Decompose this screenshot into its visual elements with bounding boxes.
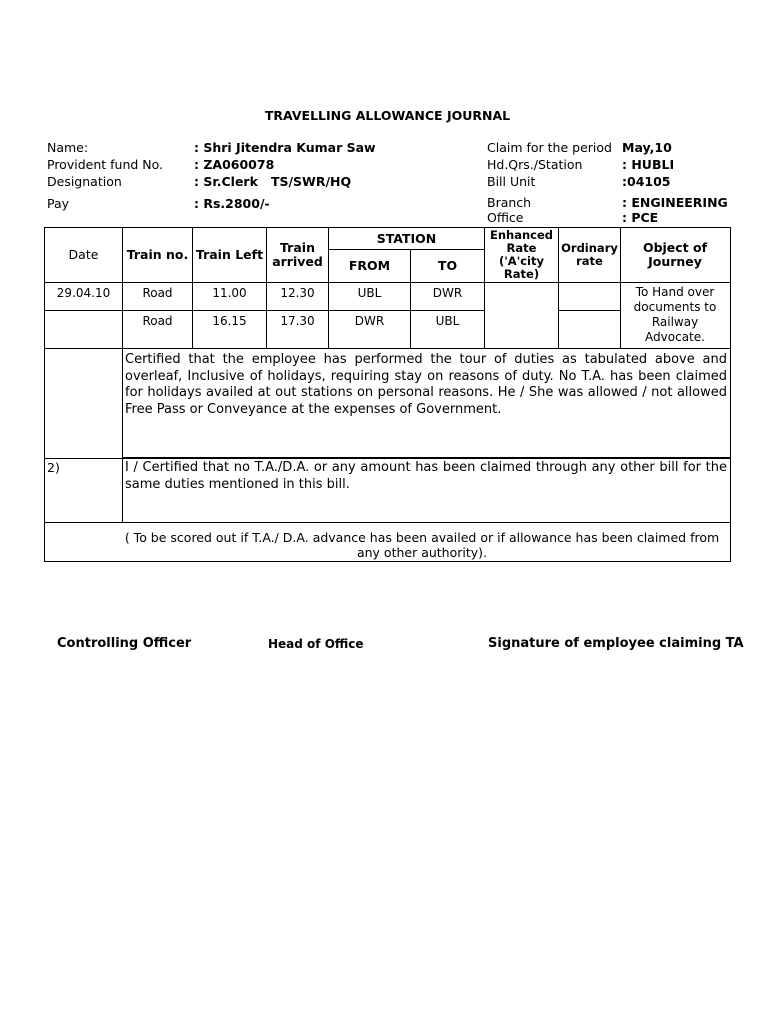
scoring-note: ( To be scored out if T.A./ D.A. advance has been availed or if allowance has been claimed from any other authority). (124, 530, 720, 560)
table-row-1-to: DWR (432, 286, 463, 300)
table-row-1-date: 29.04.10 (56, 286, 111, 300)
bill-unit-value: :04105 (622, 174, 671, 189)
period-label: Claim for the period (487, 140, 612, 155)
header-train-arrived: Train arrived (272, 240, 323, 269)
pf-value: : ZA060078 (194, 157, 275, 172)
table-row-2-arrived: 17.30 (280, 314, 315, 328)
table-row-1-from: UBL (357, 286, 382, 300)
table-row-1-left: 11.00 (212, 286, 247, 300)
table-row-2-from: DWR (354, 314, 385, 328)
header-ordinary-rate: Ordinary rate (561, 241, 618, 268)
table-row-1-arrived: 12.30 (280, 286, 315, 300)
pay-value: : Rs.2800/- (194, 196, 270, 211)
header-train-no: Train no. (126, 247, 189, 262)
station-label: Hd.Qrs./Station (487, 157, 583, 172)
certificate-1-text: Certified that the employee has performed the tour of duties as tabulated above and overleaf, Inclusive of holidays, requiring stay on reasons of duty. No T.A. has been claimed for holidays availed at out stations on personal reasons. He / She was allowed / not allowed Free Pass or Conveyance at the expenses of Government. (125, 352, 727, 417)
office-label: Office (487, 210, 524, 225)
employee-signature: Signature of employee claiming TA (488, 636, 744, 651)
table-row-2-left: 16.15 (212, 314, 247, 328)
header-train-left: Train Left (195, 247, 264, 262)
name-value: : Shri Jitendra Kumar Saw (194, 140, 376, 155)
branch-value: : ENGINEERING (622, 195, 728, 210)
table-row-1-train-no: Road (142, 286, 173, 300)
name-label: Name: (47, 140, 89, 155)
period-value: May,10 (622, 140, 672, 155)
pay-label: Pay (47, 196, 70, 211)
pf-label: Provident fund No. (47, 157, 164, 172)
header-date: Date (68, 247, 99, 262)
designation-label: Designation (47, 174, 122, 189)
station-value: : HUBLI (622, 157, 675, 172)
object-of-journey: To Hand over documents to Railway Advocate. (633, 285, 717, 344)
branch-label: Branch (487, 195, 532, 210)
head-of-office-signature: Head of Office (268, 637, 364, 651)
office-value: : PCE (622, 210, 659, 225)
certificate-2-text: I / Certified that no T.A./D.A. or any amount has been claimed through any other bill for the same duties mentioned in this bill. (125, 460, 727, 492)
document-title: TRAVELLING ALLOWANCE JOURNAL (264, 108, 511, 123)
table-row-2-train-no: Road (142, 314, 173, 328)
header-object-of-journey: Object of Journey (642, 240, 708, 269)
designation-value: : Sr.Clerk TS/SWR/HQ (194, 174, 352, 189)
header-enhanced-rate: Enhanced Rate ('A'city Rate) (489, 228, 554, 281)
table-row-2-date (45, 311, 122, 331)
table-row-2-to: UBL (435, 314, 460, 328)
bill-unit-label: Bill Unit (487, 174, 536, 189)
header-station: STATION (376, 230, 437, 246)
certificate-2-number: 2) (47, 460, 60, 475)
header-from: FROM (348, 258, 391, 273)
controlling-officer-signature: Controlling Officer (57, 636, 192, 651)
header-to: TO (437, 258, 458, 273)
